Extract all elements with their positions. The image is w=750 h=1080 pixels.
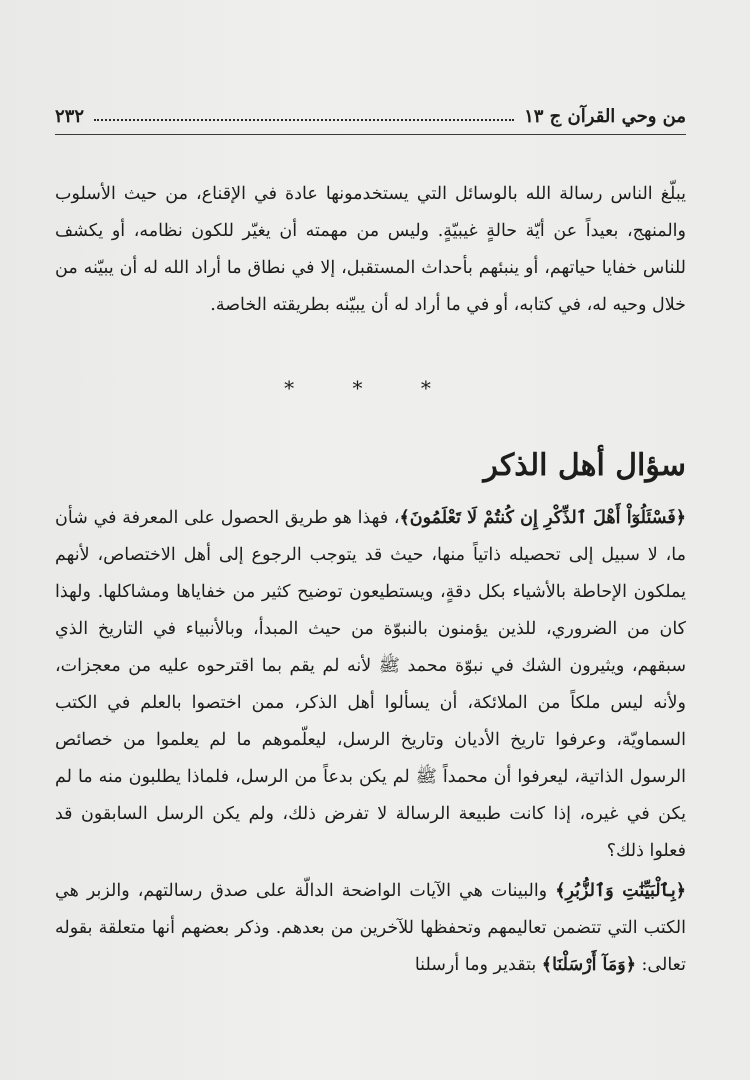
- paragraph-body: [55, 500, 686, 870]
- ornate-bracket-close: ﴾: [555, 881, 566, 901]
- paragraph-text: والبينات هي الآيات الواضحة الدالّة على صدق رسالتهم، والزبر هي الكتب التي تتضمن تعاليمهم وتحفظها للآخرين من بعدهم. وذكر بعضهم أنها متعلقة بقوله تعالى:: [55, 881, 686, 975]
- section-separator: * * *: [284, 376, 457, 400]
- paragraph-text: بتقدير وما أرسلنا: [414, 955, 542, 975]
- ornate-bracket-close: ﴾: [541, 955, 553, 975]
- section-heading: سؤال أهل الذكر: [483, 448, 686, 483]
- ornate-bracket-close: ﴾: [399, 508, 410, 528]
- header-divider: [55, 134, 686, 135]
- paragraph-text: ، فهذا هو طريق الحصول على المعرفة في شأن ما، لا سبيل إلى تحصيله ذاتياً منها، حيث قد يتوجب الرجوع إلى أهل الاختصاص، لأنهم يملكون الإحاطة بالأشياء بكل دقةٍ، ويستطيعون توضيح كثير من خفاياها ومشاكلها. ولهذا كان من الضروري، للذين يؤمنون بالنبوّة من حيث المبدأ، وبالأنبياء في التاريخ الذي سبقهم، ويثيرون الشك في نبوّة محمد ﷺ لأنه لم يقم بما اقترحوه عليه من معجزات، ولأنه ليس ملكاً من الملائكة، أن يسألوا أهل الذكر، ممن اختصوا بالعلم في الكتب السماويّة، وعرفوا تاريخ الأديان وتاريخ الرسل، ليعلّموهم ما لم يعلموا من خصائص الرسول الذاتية، ليعرفوا أن محمداً ﷺ لم يكن بدعاً من الرسل، فلماذا يطلبون منه ما لم يكن في غيره، إذا كانت طبيعة الرسالة لا تفرض ذلك، ولم يكن الرسل السابقون قد فعلوا ذلك؟: [55, 508, 686, 861]
- dotted-leader: [94, 119, 514, 121]
- paragraph-body: [55, 873, 686, 984]
- paragraph-verse-explanation: [55, 500, 686, 870]
- ornate-bracket-open: ﴿: [625, 955, 636, 975]
- book-title: من وحي القرآن ج ١٣: [524, 106, 686, 127]
- paragraph-text: يبلّغ الناس رسالة الله بالوسائل التي يستخدمونها عادة في الإقناع، من حيث الأسلوب والمنهج، بعيداً عن أيّة حالةٍ غيبيّةٍ. وليس من مهمته أن يغيّر للكون نظامه، أو يكشف للناس خفايا حياتهم، أو ينبئهم بأحداث المستقبل، إلا في نطاق ما أراد الله له أن يبيّنه من خلال وحيه له، في كتابه، أو في ما أراد له أن يبيّنه بطريقته الخاصة.: [55, 184, 686, 315]
- ornate-bracket-open: ﴿: [675, 881, 686, 901]
- page-number: ٢٣٢: [55, 106, 85, 127]
- quran-verse: بِٱلْبَيِّنَٰتِ وَٱلزُّبُرِ: [565, 881, 676, 901]
- ornate-bracket-open: ﴿: [675, 508, 686, 528]
- paragraph-bayyinat: [55, 873, 686, 984]
- running-header: [55, 97, 686, 127]
- quran-verse: وَمَآ أَرْسَلْنَا: [552, 955, 626, 975]
- paragraph-continued: [55, 176, 686, 324]
- quran-verse: فَسْئَلُوٓاْ أَهْلَ ٱلذِّكْرِ إِن كُنتُمْ لَا تَعْلَمُونَ: [409, 508, 676, 528]
